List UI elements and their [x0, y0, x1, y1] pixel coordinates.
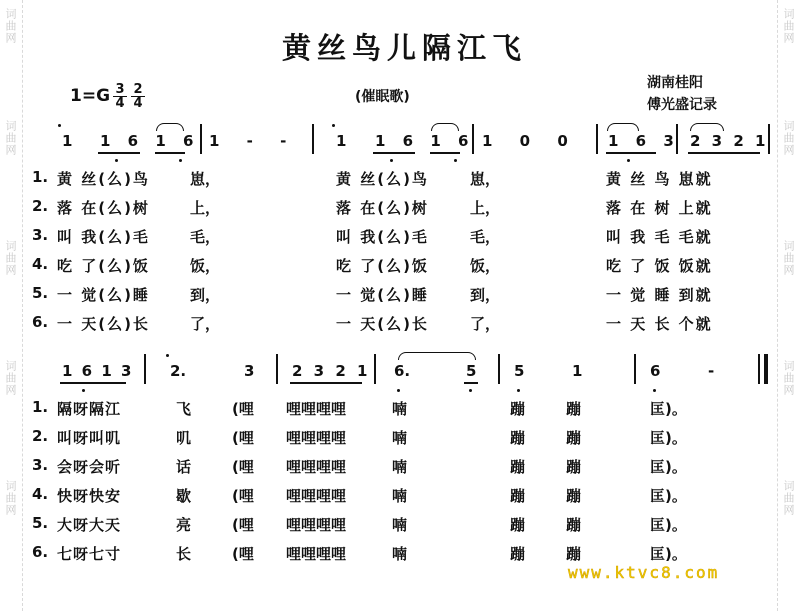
time-sig-1-den: 4	[115, 96, 125, 111]
time-sig-2-den: 4	[133, 96, 143, 111]
verse1-row-3-b: 毛，	[190, 228, 221, 246]
staff2-measure-4b: 5	[466, 362, 477, 380]
verse2-row-1-a: 隔呀隔江	[57, 400, 122, 418]
staff1-underline	[430, 152, 460, 154]
staff1-pickup-2: 1	[336, 132, 347, 150]
staff1-high-dot	[58, 124, 61, 127]
verse2-row-5-c: (哩	[232, 516, 254, 534]
staff1-low-dot	[454, 159, 457, 162]
verse1-row-4-d: 饭，	[470, 257, 501, 275]
verse1-row-6-d: 了，	[470, 315, 501, 333]
staff2-underline	[464, 382, 478, 384]
verse2-row-5-g: 蹦	[566, 516, 582, 534]
verse2-row-1-f: 蹦	[510, 400, 526, 418]
verse2-row-3-d: 哩哩哩哩	[286, 458, 347, 476]
staff2-measure-2: 2.	[170, 362, 187, 380]
staff1-measure-4: 1 0 0	[482, 132, 568, 150]
verse1-row-2-c: 落 在(么)树	[336, 199, 429, 217]
verse2-row-4-d: 哩哩哩哩	[286, 487, 347, 505]
verse2-row-6-b: 长	[176, 545, 192, 563]
staff2-measure-2b: 3	[244, 362, 255, 380]
verse1-row-6-b: 了，	[190, 315, 221, 333]
staff1-slur	[156, 123, 184, 131]
verse2-row-1-g: 蹦	[566, 400, 582, 418]
verse1-row-6-num: 6.	[32, 313, 49, 331]
verse2-row-6-c: (哩	[232, 545, 254, 563]
verse1-row-3-c: 叫 我(么)毛	[336, 228, 429, 246]
staff2-low-dot	[82, 389, 85, 392]
staff1-barline-3	[472, 124, 474, 154]
verse2-row-3-b: 话	[176, 458, 192, 476]
time-signature-2-4	[131, 83, 145, 110]
verse1-row-3-e: 叫 我 毛 毛就	[606, 228, 713, 246]
verse2-row-2-h: 匡)。	[650, 429, 687, 447]
verse2-row-3-c: (哩	[232, 458, 254, 476]
verse2-row-6-num: 6.	[32, 543, 49, 561]
staff2-low-dot	[653, 389, 656, 392]
verse2-row-2-a: 叫呀叫叽	[57, 429, 122, 447]
left-border	[0, 0, 23, 611]
staff1-slur	[607, 123, 639, 131]
verse2-row-2-e: 喃	[392, 429, 408, 447]
time-sig-1-num: 3	[113, 83, 127, 97]
staff2-barline-1	[144, 354, 146, 384]
verse1-row-1-c: 黄 丝(么)鸟	[336, 170, 429, 188]
staff1-slur	[431, 123, 459, 131]
staff2-measure-4: 6.	[394, 362, 411, 380]
staff1-low-dot	[179, 159, 182, 162]
verse2-row-1-e: 喃	[392, 400, 408, 418]
verse1-row-1-b: 崽，	[190, 170, 221, 188]
staff1-high-dot	[332, 124, 335, 127]
song-title: 黄丝鸟儿隔江飞	[282, 31, 528, 65]
staff2-barline-4	[498, 354, 500, 384]
verse2-row-1-h: 匡)。	[650, 400, 687, 418]
staff1-underline	[373, 152, 415, 154]
verse1-row-3-num: 3.	[32, 226, 49, 244]
right-border	[777, 0, 800, 611]
verse2-row-4-g: 蹦	[566, 487, 582, 505]
staff2-low-dot	[517, 389, 520, 392]
staff1-low-dot	[115, 159, 118, 162]
verse2-row-2-f: 蹦	[510, 429, 526, 447]
verse2-row-5-e: 喃	[392, 516, 408, 534]
staff2-slur	[398, 352, 476, 360]
verse2-row-3-a: 会呀会听	[57, 458, 122, 476]
verse2-row-3-h: 匡)。	[650, 458, 687, 476]
verse1-row-1-d: 崽，	[470, 170, 501, 188]
time-sig-2-num: 2	[131, 83, 145, 97]
staff1-low-dot	[627, 159, 630, 162]
verse1-row-1-a: 黄 丝(么)鸟	[57, 170, 150, 188]
staff2-final-barline-thin	[758, 354, 760, 384]
staff2-low-dot	[469, 389, 472, 392]
verse1-row-2-a: 落 在(么)树	[57, 199, 150, 217]
staff1-low-dot	[390, 159, 393, 162]
staff2-final-barline-thick	[764, 354, 768, 384]
staff2-measure-3: 2 3 2 1	[292, 362, 368, 380]
watermark-right-5: 词曲网	[782, 480, 795, 516]
verse2-row-6-h: 匡)。	[650, 545, 687, 563]
staff1-underline	[155, 152, 185, 154]
staff2-barline-5	[634, 354, 636, 384]
staff1-measure-6: 2 3 2 1	[690, 132, 766, 150]
verse1-row-1-num: 1.	[32, 168, 49, 186]
watermark-left-2: 词曲网	[4, 120, 17, 156]
verse2-row-5-b: 亮	[176, 516, 192, 534]
verse2-row-1-c: (哩	[232, 400, 254, 418]
verse1-row-4-num: 4.	[32, 255, 49, 273]
verse1-row-4-b: 饭，	[190, 257, 221, 275]
site-url-watermark: www.ktvc8.com	[568, 563, 720, 582]
verse2-row-4-e: 喃	[392, 487, 408, 505]
verse2-row-5-h: 匡)。	[650, 516, 687, 534]
time-signature-3-4	[113, 83, 127, 110]
verse1-row-5-a: 一 觉(么)睡	[57, 286, 150, 304]
staff2-measure-6: 6	[650, 362, 661, 380]
source-region: 湖南桂阳	[647, 75, 703, 91]
verse1-row-4-e: 吃 了 饭 饭就	[606, 257, 713, 275]
verse2-row-4-b: 歇	[176, 487, 192, 505]
verse1-row-2-num: 2.	[32, 197, 49, 215]
watermark-left-5: 词曲网	[4, 480, 17, 516]
verse1-row-2-b: 上，	[190, 199, 221, 217]
staff1-measure-3: 1 6 1 6	[375, 132, 469, 150]
watermark-left-4: 词曲网	[4, 360, 17, 396]
staff1-pickup-1: 1	[62, 132, 73, 150]
verse1-row-6-e: 一 天 长 个就	[606, 315, 713, 333]
staff1-measure-2: 1 - -	[209, 132, 287, 150]
subtitle: (催眠歌)	[355, 89, 410, 105]
verse2-row-6-g: 蹦	[566, 545, 582, 563]
staff1-measure-1: 1 6 1 6	[100, 132, 194, 150]
verse2-row-5-d: 哩哩哩哩	[286, 516, 347, 534]
staff1-barline-4	[596, 124, 598, 154]
verse1-row-4-c: 吃 了(么)饭	[336, 257, 429, 275]
staff2-barline-3	[374, 354, 376, 384]
verse2-row-1-num: 1.	[32, 398, 49, 416]
verse2-row-2-b: 叽	[176, 429, 192, 447]
watermark-right-3: 词曲网	[782, 240, 795, 276]
watermark-right-2: 词曲网	[782, 120, 795, 156]
staff2-measure-6b: -	[708, 362, 715, 380]
verse2-row-4-h: 匡)。	[650, 487, 687, 505]
verse2-row-4-num: 4.	[32, 485, 49, 503]
staff2-underline	[290, 382, 362, 384]
verse2-row-3-g: 蹦	[566, 458, 582, 476]
verse1-row-5-b: 到，	[190, 286, 221, 304]
verse1-row-1-e: 黄 丝 鸟 崽就	[606, 170, 713, 188]
verse1-row-3-d: 毛，	[470, 228, 501, 246]
staff1-underline	[688, 152, 760, 154]
verse1-row-2-d: 上，	[470, 199, 501, 217]
verse2-row-2-c: (哩	[232, 429, 254, 447]
staff2-underline	[60, 382, 126, 384]
verse2-row-4-f: 蹦	[510, 487, 526, 505]
watermark-left-1: 词曲网	[4, 8, 17, 44]
verse1-row-5-num: 5.	[32, 284, 49, 302]
source-recorder: 傅光盛记录	[647, 97, 717, 113]
verse1-row-5-d: 到，	[470, 286, 501, 304]
staff1-underline	[606, 152, 656, 154]
verse1-row-2-e: 落 在 树 上就	[606, 199, 713, 217]
watermark-left-3: 词曲网	[4, 240, 17, 276]
verse2-row-6-d: 哩哩哩哩	[286, 545, 347, 563]
verse2-row-6-a: 七呀七寸	[57, 545, 122, 563]
key-signature: 1=G	[70, 86, 111, 106]
verse2-row-5-a: 大呀大天	[57, 516, 122, 534]
verse2-row-6-e: 喃	[392, 545, 408, 563]
staff1-underline	[98, 152, 140, 154]
staff1-slur	[690, 123, 724, 131]
verse2-row-4-a: 快呀快安	[57, 487, 122, 505]
staff2-barline-2	[276, 354, 278, 384]
staff2-low-dot	[397, 389, 400, 392]
watermark-right-1: 词曲网	[782, 8, 795, 44]
staff1-measure-5: 1 6 3	[608, 132, 674, 150]
verse2-row-3-f: 蹦	[510, 458, 526, 476]
staff1-barline-1	[200, 124, 202, 154]
verse1-row-5-c: 一 觉(么)睡	[336, 286, 429, 304]
verse1-row-4-a: 吃 了(么)饭	[57, 257, 150, 275]
source-credit	[647, 72, 717, 116]
staff2-high-dot	[166, 354, 169, 357]
verse2-row-1-d: 哩哩哩哩	[286, 400, 347, 418]
staff2-measure-5b: 1	[572, 362, 583, 380]
verse1-row-6-a: 一 天(么)长	[57, 315, 150, 333]
watermark-right-4: 词曲网	[782, 360, 795, 396]
verse2-row-4-c: (哩	[232, 487, 254, 505]
staff1-barline-2	[312, 124, 314, 154]
staff2-measure-5: 5	[514, 362, 525, 380]
verse1-row-3-a: 叫 我(么)毛	[57, 228, 150, 246]
verse2-row-6-f: 蹦	[510, 545, 526, 563]
verse1-row-6-c: 一 天(么)长	[336, 315, 429, 333]
verse2-row-2-g: 蹦	[566, 429, 582, 447]
staff1-barline-6	[768, 124, 770, 154]
staff2-measure-1: 1 6 1 3	[62, 362, 132, 380]
verse2-row-2-d: 哩哩哩哩	[286, 429, 347, 447]
verse2-row-2-num: 2.	[32, 427, 49, 445]
verse2-row-3-num: 3.	[32, 456, 49, 474]
verse2-row-5-num: 5.	[32, 514, 49, 532]
verse2-row-1-b: 飞	[176, 400, 192, 418]
verse2-row-5-f: 蹦	[510, 516, 526, 534]
staff1-barline-5	[676, 124, 678, 154]
verse1-row-5-e: 一 觉 睡 到就	[606, 286, 713, 304]
verse2-row-3-e: 喃	[392, 458, 408, 476]
